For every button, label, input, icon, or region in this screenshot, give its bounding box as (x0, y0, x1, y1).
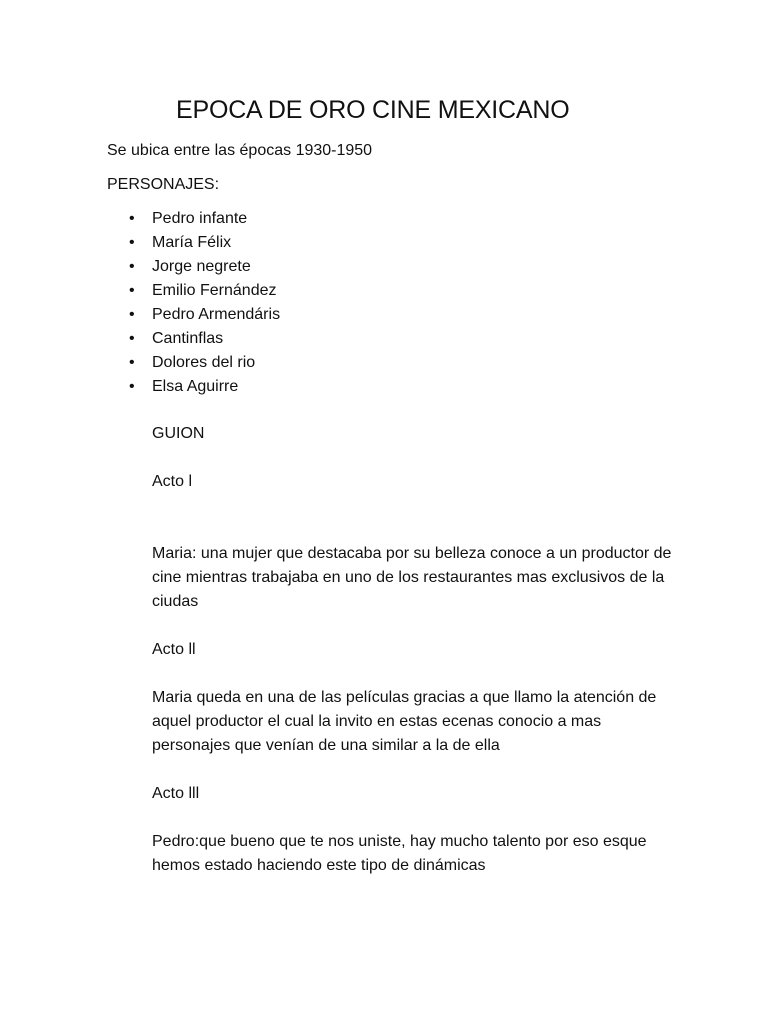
act-3-text: Pedro:que bueno que te nos uniste, hay mucho talento por eso esque hemos estado haciendo este tipo de dinámicas (152, 833, 647, 874)
act-2-text: Maria queda en una de las películas gracias a que llamo la atención de aquel productor el cual la invito en estas ecenas conocio a mas personajes que venían de una similar a la de ella (152, 689, 657, 754)
character-name: Cantinflas (152, 330, 224, 347)
list-item (107, 279, 280, 303)
act-1-label: Acto l (152, 473, 193, 490)
list-item (107, 303, 280, 327)
character-name: Jorge negrete (152, 258, 251, 275)
list-item (107, 207, 280, 231)
list-item (107, 327, 280, 351)
characters-list (107, 207, 280, 399)
bullet-icon: • (129, 210, 135, 227)
act-1-text: Maria: una mujer que destacaba por su belleza conoce a un productor de cine mientras trabajaba en uno de los restaurantes mas exclusivos de la ciudas (152, 545, 672, 610)
bullet-icon: • (129, 354, 135, 371)
character-name: María Félix (152, 234, 232, 251)
act-3-label: Acto lll (152, 785, 200, 802)
script-heading: GUION (152, 425, 205, 442)
act-2-label: Acto ll (152, 641, 196, 658)
characters-heading: PERSONAJES: (107, 176, 220, 193)
character-name: Elsa Aguirre (152, 378, 239, 395)
bullet-icon: • (129, 378, 135, 395)
intro-text: Se ubica entre las épocas 1930-1950 (107, 142, 373, 159)
list-item (107, 375, 280, 399)
character-name: Dolores del rio (152, 354, 256, 371)
character-name: Pedro infante (152, 210, 248, 227)
list-item (107, 231, 280, 255)
bullet-icon: • (129, 330, 135, 347)
bullet-icon: • (129, 258, 135, 275)
bullet-icon: • (129, 306, 135, 323)
bullet-icon: • (129, 234, 135, 251)
character-name: Emilio Fernández (152, 282, 277, 299)
bullet-icon: • (129, 282, 135, 299)
character-name: Pedro Armendáris (152, 306, 281, 323)
script-section (152, 422, 672, 878)
list-item (107, 255, 280, 279)
document-title: EPOCA DE ORO CINE MEXICANO (176, 96, 570, 124)
list-item (107, 351, 280, 375)
